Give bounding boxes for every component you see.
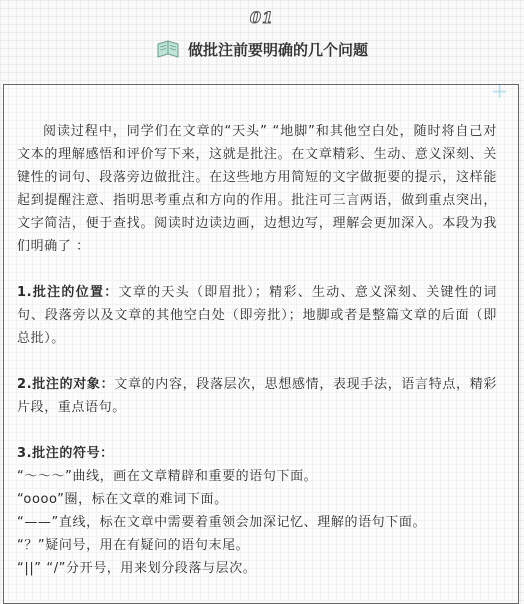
symbols-heading: 3.批注的符号： <box>17 446 114 461</box>
object-paragraph <box>17 373 497 419</box>
symbol-question-line: “？”疑问号，用在有疑问的语句末尾。 <box>17 538 250 553</box>
symbol-circle-line: “oooo”圈，标在文章的难词下面。 <box>17 492 228 507</box>
page-title: 做批注前要明确的几个问题 <box>187 40 368 59</box>
object-text: 文章的内容，段落层次，思想感情，表现手法，语言特点，精彩片段，重点语句。 <box>17 377 497 415</box>
article-body <box>17 120 497 580</box>
book-icon <box>156 38 180 60</box>
plus-decoration-icon: + <box>491 79 508 103</box>
title-row <box>0 38 524 60</box>
object-heading: 2.批注的对象： <box>17 377 115 392</box>
symbol-straight-line: “——”直线，标在文章中需要着重领会加深记忆、理解的语句下面。 <box>17 515 427 530</box>
section-number: 01 <box>249 8 275 27</box>
position-text: 文章的天头（即眉批）；精彩、生动、意义深刻、关键性的词句、段落旁以及文章的其他空白处（即旁批）；地脚或者是整篇文章的后面（即总批）。 <box>17 285 497 346</box>
position-heading: 1.批注的位置： <box>17 285 119 300</box>
symbol-divider-line: “||” “/”分开号，用来划分段落与层次。 <box>17 561 257 576</box>
intro-paragraph: 阅读过程中，同学们在文章的“天头” “地脚”和其他空白处，随时将自己对文本的理解感悟和评价写下来，这就是批注。在文章精彩、生动、意义深刻、关键性的词句、段落旁边做批注。在这些地方用简短的文字做扼要的提示，这样能起到提醒注意、指明思考重点和方向的作用。批注可三言两语，做到重点突出，文字简洁，便于查找。阅读时边读边画，边想边写，理解会更加深入。本段为我们明确了 ： <box>17 124 497 254</box>
position-paragraph <box>17 281 497 350</box>
symbol-wavy-line: “～～～”曲线，画在文章精辟和重要的语句下面。 <box>17 469 318 484</box>
